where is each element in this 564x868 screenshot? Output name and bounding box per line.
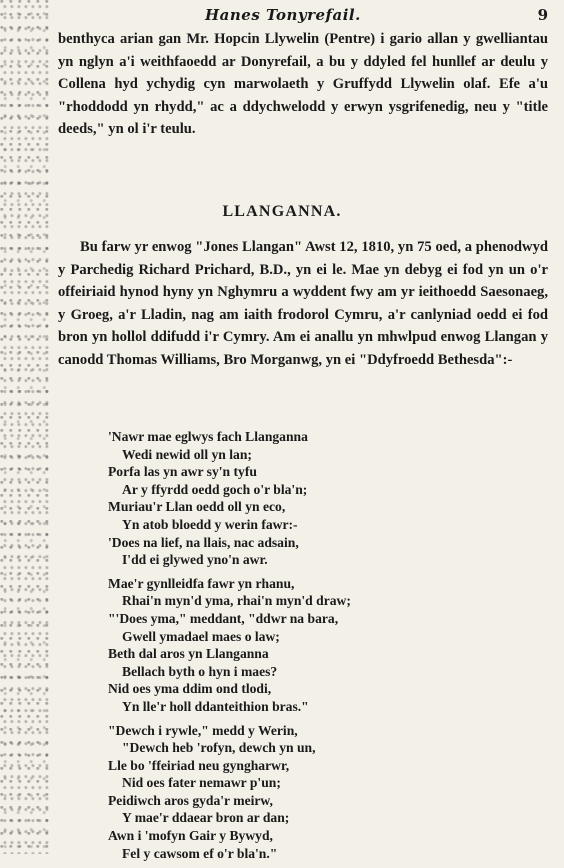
poem-line: 'Does na lief, na llais, nac adsain,	[108, 534, 299, 550]
page-number: 9	[537, 6, 548, 24]
poem-line: Porfa las yn awr sy'n tyfu	[108, 464, 257, 480]
poem-stanza-2	[108, 575, 528, 716]
poem-line: Gwell ymadael maes o law;	[122, 628, 280, 644]
poem	[108, 428, 528, 868]
poem-line: Awn i 'mofyn Gair y Bywyd,	[108, 828, 273, 844]
running-head: Hanes Tonyrefail.	[205, 6, 361, 24]
paragraph-2	[58, 236, 548, 372]
paragraph-2-text: Bu farw yr enwog "Jones Llangan" Awst 12, 1810, yn 75 oed, a phenodwyd y Parchedig Richard Prichard, B.D., yn ei le. Mae yn debyg ei fod yn un o'r offeiriaid hynod hyny yn Nghymru a wyddent fwy am yr ieithoedd Saesonaeg, y Groeg, a'r Lladin, nag am iaith frodorol Cymru, a'r canlyniad oedd ei fod bron yn hollol ddifudd i'r Cymry. Am ei anallu yn mhwlpud enwog Llangan y canodd Thomas Williams, Bro Morganwg, yn ei "Ddyfroedd Bethesda":-	[58, 239, 548, 368]
poem-line: Bellach byth o hyn i maes?	[122, 663, 278, 679]
poem-line: 'Nawr mae eglwys fach Llanganna	[108, 429, 308, 444]
poem-line: "'Does yma," meddant, "ddwr na bara,	[108, 610, 339, 626]
paragraph-1-text: benthyca arian gan Mr. Hopcin Llywelin (Pentre) i gario allan y gwelliantau yn nglyn a'i weithfaoedd ar Donyrefail, a bu y ddyled fel hunllef ar deulu y Collena hyd ychydig cyn marwolaeth y Gruffydd Llywelin olaf. Efe a'u "rhoddodd yn rhydd," ac a ddychwelodd y erwyn ysgrifenedig, neu y "title deeds," yn ol i'r teulu.	[58, 31, 548, 138]
scan-margin-noise	[0, 0, 52, 854]
poem-line: Wedi newid oll yn lan;	[122, 446, 252, 462]
poem-line: "Dewch i rywle," medd y Werin,	[108, 722, 298, 738]
poem-line: "Dewch heb 'rofyn, dewch yn un,	[122, 740, 316, 756]
paragraph-1	[58, 28, 548, 141]
poem-line: Beth dal aros yn Llanganna	[108, 646, 269, 662]
poem-line: Nid oes yma ddim ond tlodi,	[108, 681, 272, 697]
poem-line: Fel y cawsom ef o'r bla'n."	[122, 845, 278, 861]
poem-line: Peidiwch aros gyda'r meirw,	[108, 792, 273, 808]
poem-line: Lle bo 'ffeiriad neu gyngharwr,	[108, 757, 290, 773]
poem-line: Nid oes fater nemawr p'un;	[122, 775, 281, 791]
poem-line: Yn atob bloedd y werin fawr:-	[122, 516, 298, 532]
poem-line: Rhai'n myn'd yma, rhai'n myn'd draw;	[122, 593, 351, 609]
poem-line: Ar y ffyrdd oedd goch o'r bla'n;	[122, 481, 308, 497]
poem-line: I'dd ei glywed yno'n awr.	[122, 552, 268, 568]
poem-line: Mae'r gynlleidfa fawr yn rhanu,	[108, 575, 295, 591]
poem-line: Muriau'r Llan oedd oll yn eco,	[108, 499, 286, 515]
poem-stanza-1	[108, 428, 528, 569]
poem-stanza-3	[108, 722, 528, 863]
section-title: LLANGANNA.	[222, 203, 342, 220]
poem-line: Y mae'r ddaear bron ar dan;	[122, 810, 290, 826]
poem-line: Yn lle'r holl ddanteithion bras."	[122, 698, 309, 714]
